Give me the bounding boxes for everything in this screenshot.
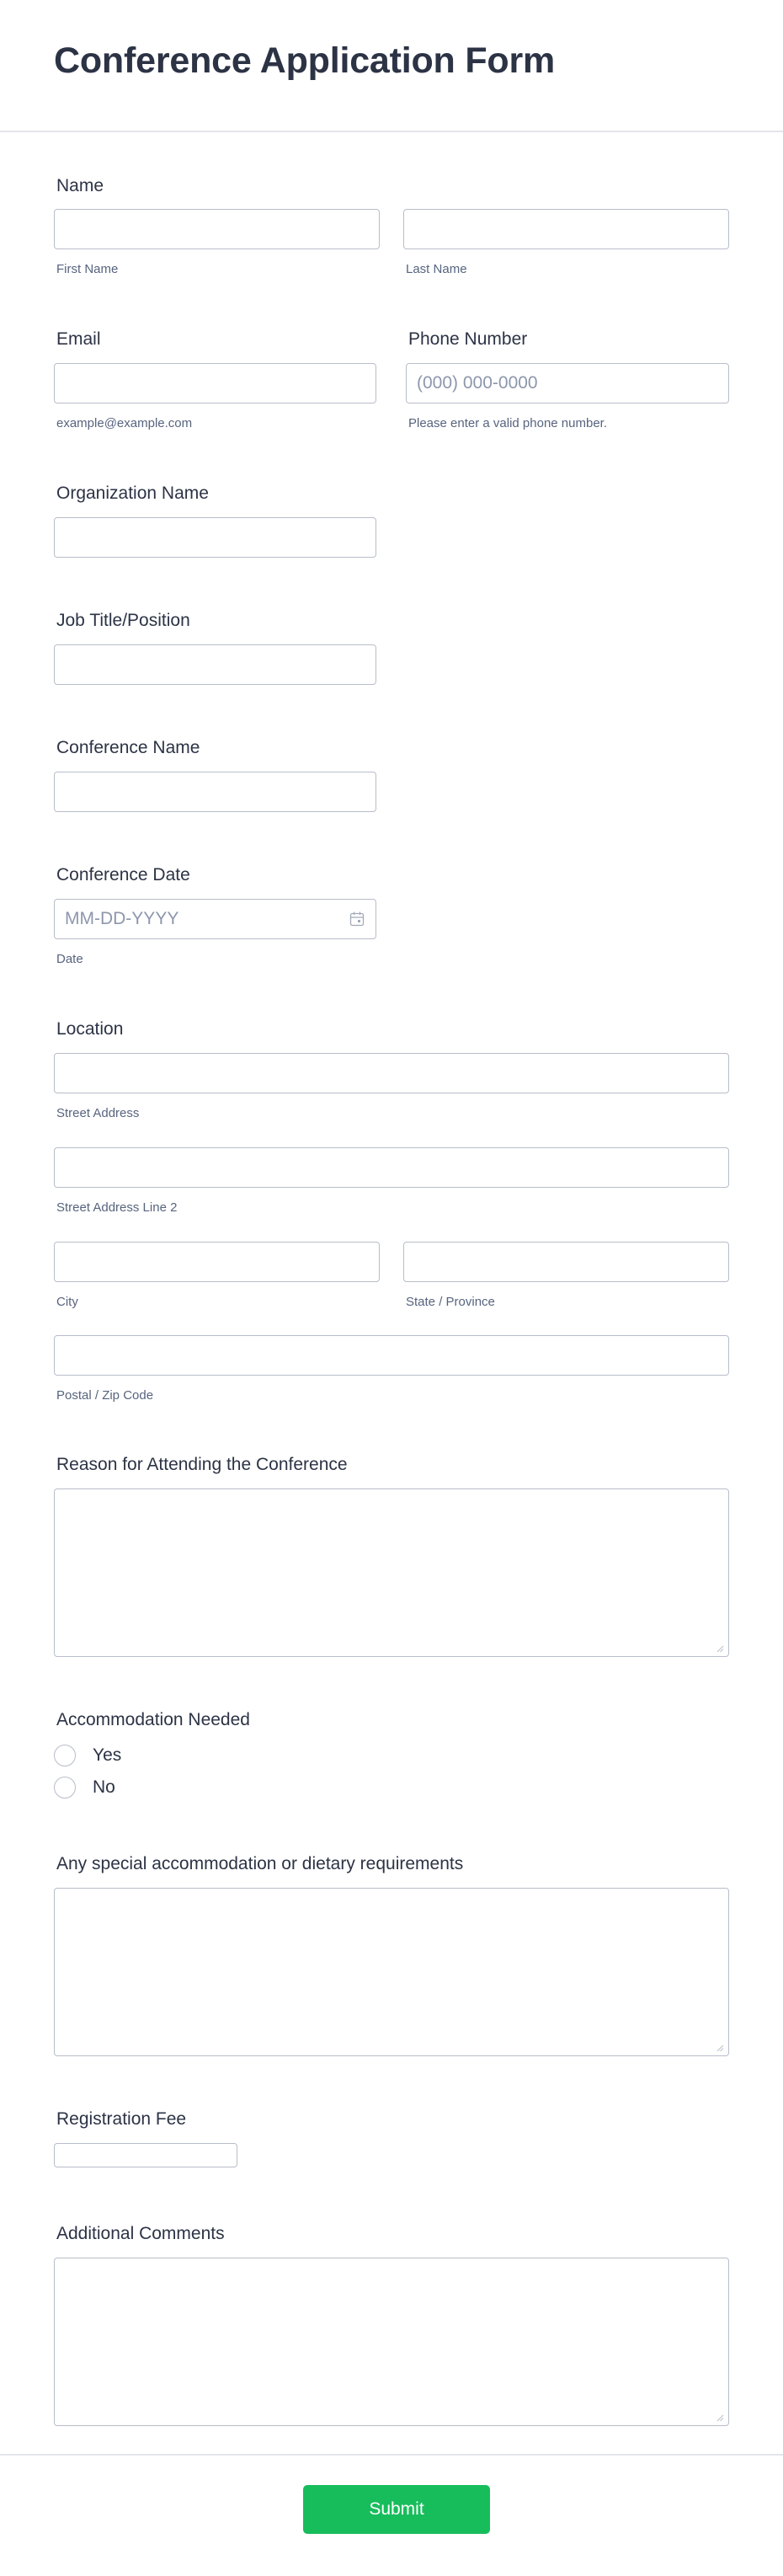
additional-comments-label: Additional Comments bbox=[56, 2224, 225, 2243]
job-title-input[interactable] bbox=[54, 644, 376, 685]
phone-number-input[interactable] bbox=[406, 363, 729, 404]
conference-name-label: Conference Name bbox=[56, 738, 200, 757]
location-label: Location bbox=[56, 1019, 124, 1039]
phone-sublabel: Please enter a valid phone number. bbox=[408, 416, 607, 430]
resize-grip-icon[interactable] bbox=[716, 1644, 724, 1653]
first-name-input[interactable] bbox=[54, 209, 380, 249]
organization-name-input[interactable] bbox=[54, 517, 376, 558]
street-address-input[interactable] bbox=[54, 1053, 729, 1093]
form-title: Conference Application Form bbox=[54, 40, 556, 81]
postal-code-sublabel: Postal / Zip Code bbox=[56, 1388, 154, 1403]
registration-fee-label: Registration Fee bbox=[56, 2109, 187, 2129]
last-name-sublabel: Last Name bbox=[406, 262, 467, 276]
email-field[interactable] bbox=[54, 363, 376, 404]
street-address-sublabel: Street Address bbox=[56, 1106, 140, 1120]
calendar-icon[interactable] bbox=[349, 911, 365, 927]
reason-textarea[interactable] bbox=[54, 1488, 729, 1657]
reason-label: Reason for Attending the Conference bbox=[56, 1455, 348, 1474]
postal-code-input[interactable] bbox=[54, 1335, 729, 1376]
radio-label-yes: Yes bbox=[93, 1745, 122, 1765]
conference-date-label: Conference Date bbox=[56, 865, 190, 884]
resize-grip-icon[interactable] bbox=[716, 2044, 724, 2052]
accommodation-label: Accommodation Needed bbox=[56, 1710, 250, 1729]
radio-label-no: No bbox=[93, 1777, 115, 1797]
form-header bbox=[0, 0, 783, 132]
registration-fee-field[interactable] bbox=[54, 2143, 237, 2167]
first-name-sublabel: First Name bbox=[56, 262, 119, 276]
job-title-label: Job Title/Position bbox=[56, 611, 190, 630]
date-sublabel: Date bbox=[56, 952, 83, 966]
phone-label: Phone Number bbox=[408, 329, 528, 349]
accommodation-option-no[interactable] bbox=[54, 1776, 115, 1799]
additional-comments-textarea[interactable] bbox=[54, 2258, 729, 2426]
street-address-line2-input[interactable] bbox=[54, 1147, 729, 1188]
state-province-sublabel: State / Province bbox=[406, 1295, 495, 1309]
email-label: Email bbox=[56, 329, 101, 349]
footer-divider bbox=[0, 2454, 783, 2456]
last-name-input[interactable] bbox=[403, 209, 729, 249]
state-province-input[interactable] bbox=[403, 1242, 729, 1282]
city-input[interactable] bbox=[54, 1242, 380, 1282]
conference-date-input[interactable] bbox=[54, 899, 376, 939]
email-sublabel: example@example.com bbox=[56, 416, 193, 430]
name-label: Name bbox=[56, 176, 104, 195]
radio-circle-icon[interactable] bbox=[54, 1777, 76, 1798]
conference-name-input[interactable] bbox=[54, 772, 376, 812]
accommodation-option-yes[interactable] bbox=[54, 1744, 121, 1767]
special-requirements-textarea[interactable] bbox=[54, 1888, 729, 2056]
street-address-line2-sublabel: Street Address Line 2 bbox=[56, 1200, 178, 1215]
submit-button[interactable]: Submit bbox=[303, 2485, 490, 2534]
resize-grip-icon[interactable] bbox=[716, 2413, 724, 2422]
special-requirements-label: Any special accommodation or dietary requirements bbox=[56, 1854, 464, 1873]
city-sublabel: City bbox=[56, 1295, 78, 1309]
organization-name-label: Organization Name bbox=[56, 484, 209, 503]
radio-circle-icon[interactable] bbox=[54, 1745, 76, 1766]
